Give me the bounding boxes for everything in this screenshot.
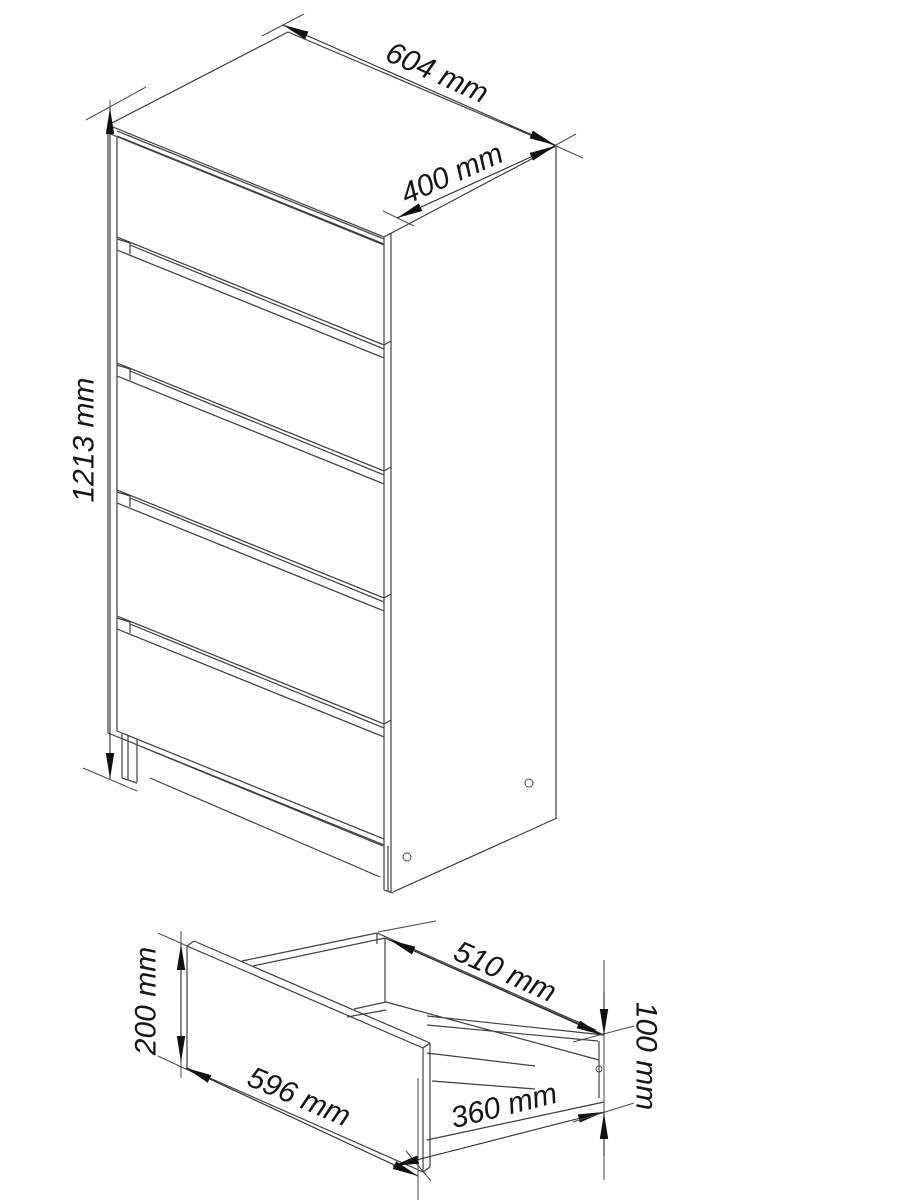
cam-hole-upper xyxy=(525,779,533,787)
drawer-figure xyxy=(130,921,663,1200)
cam-hole-lower xyxy=(403,853,411,861)
cabinet-base xyxy=(122,734,383,877)
drawer-front-width-label: 596 mm xyxy=(242,1060,356,1134)
dim-drawer-front-height xyxy=(130,931,206,1078)
dim-drawer-depth xyxy=(393,1077,604,1166)
cabinet-figure xyxy=(68,14,584,893)
cabinet-width-label: 604 mm xyxy=(380,35,494,111)
dim-drawer-front-width xyxy=(186,1061,431,1200)
dim-cabinet-depth xyxy=(383,137,555,226)
dim-cabinet-width xyxy=(262,14,583,158)
drawer-depth-label: 360 mm xyxy=(447,1076,561,1136)
dim-drawer-side-height xyxy=(573,960,663,1180)
drawer-side-height-label: 100 mm xyxy=(629,1001,663,1111)
drawer-front-panel xyxy=(187,941,430,1172)
cabinet-drawer-fronts xyxy=(108,131,391,845)
cabinet-depth-label: 400 mm xyxy=(395,136,509,212)
drawer-body xyxy=(187,933,604,1172)
drawer-front-height-label: 200 mm xyxy=(129,946,163,1056)
drawer-inner-width-label: 510 mm xyxy=(448,934,562,1010)
dim-cabinet-height xyxy=(68,87,147,791)
cabinet-height-label: 1213 mm xyxy=(67,377,101,503)
